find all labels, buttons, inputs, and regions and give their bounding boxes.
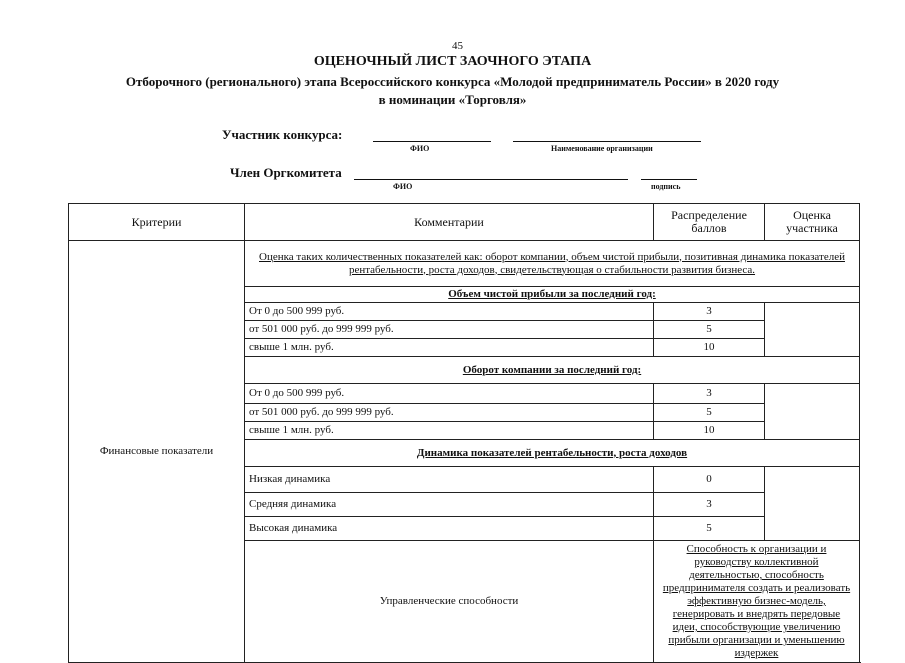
participant-org-line: [513, 141, 701, 142]
row-points: 5: [654, 321, 765, 339]
row-label: Низкая динамика: [245, 467, 654, 493]
subtitle-line-2: в номинации «Торговля»: [378, 92, 527, 107]
header-distribution: Распределение баллов: [654, 204, 765, 241]
score-cell[interactable]: [765, 467, 860, 541]
financial-intro-row: [69, 241, 860, 287]
row-points: 5: [654, 517, 765, 541]
committee-sign-line: [641, 179, 697, 180]
row-points: 0: [654, 467, 765, 493]
row-label: от 501 000 руб. до 999 999 руб.: [245, 404, 654, 422]
group-title: Объем чистой прибыли за последний год:: [245, 287, 860, 303]
committee-fio-line: [354, 179, 628, 180]
row-points: 3: [654, 493, 765, 517]
participant-org-caption: Наименование организации: [551, 144, 653, 153]
page-title: ОЦЕНОЧНЫЙ ЛИСТ ЗАОЧНОГО ЭТАПА: [313, 54, 592, 69]
participant-label: Участник конкурса:: [222, 127, 343, 142]
row-points: 3: [654, 303, 765, 321]
row-label: свыше 1 млн. руб.: [245, 339, 654, 357]
group-title: Оборот компании за последний год:: [245, 357, 860, 384]
score-cell[interactable]: [765, 384, 860, 440]
row-label: свыше 1 млн. руб.: [245, 422, 654, 440]
row-label: Средняя динамика: [245, 493, 654, 517]
row-points: 5: [654, 404, 765, 422]
row-label: От 0 до 500 999 руб.: [245, 384, 654, 404]
header-comments: Комментарии: [245, 204, 654, 241]
header-score: Оценка участника: [765, 204, 860, 241]
row-label: от 501 000 руб. до 999 999 руб.: [245, 321, 654, 339]
group-title: Динамика показателей рентабельности, роста доходов: [245, 440, 860, 467]
participant-fio-line: [373, 141, 491, 142]
committee-label: Член Оргкомитета: [230, 165, 342, 180]
evaluation-table: [68, 203, 860, 663]
management-intro: Способность к организации и руководству коллективной деятельностью, способность предпринимателя создать и реализовать эффективную бизнес-модель, генерировать и внедрять передовые идеи, способствующие увеличению прибыли организации и уменьшению издержек: [654, 541, 860, 663]
row-points: 10: [654, 339, 765, 357]
table-header-row: [69, 204, 860, 241]
committee-fio-caption: ФИО: [393, 182, 413, 191]
management-criterion: Управленческие способности: [245, 541, 654, 663]
row-points: 3: [654, 384, 765, 404]
financial-intro: Оценка таких количественных показателей как: оборот компании, объем чистой прибыли, позитивная динамика показателей рентабельности, роста доходов, свидетельствующая о стабильности развития бизнеса.: [245, 241, 860, 287]
page-number: 45: [452, 40, 463, 52]
header-criteria: Критерии: [69, 204, 245, 241]
row-label: От 0 до 500 999 руб.: [245, 303, 654, 321]
score-cell[interactable]: [765, 303, 860, 357]
financial-criterion: Финансовые показатели: [69, 241, 245, 663]
committee-sign-caption: подпись: [651, 182, 681, 191]
subtitle-line-1: Отборочного (регионального) этапа Всероссийского конкурса «Молодой предприниматель России» в 2020 году: [125, 74, 780, 89]
row-points: 10: [654, 422, 765, 440]
participant-fio-caption: ФИО: [410, 144, 430, 153]
row-label: Высокая динамика: [245, 517, 654, 541]
